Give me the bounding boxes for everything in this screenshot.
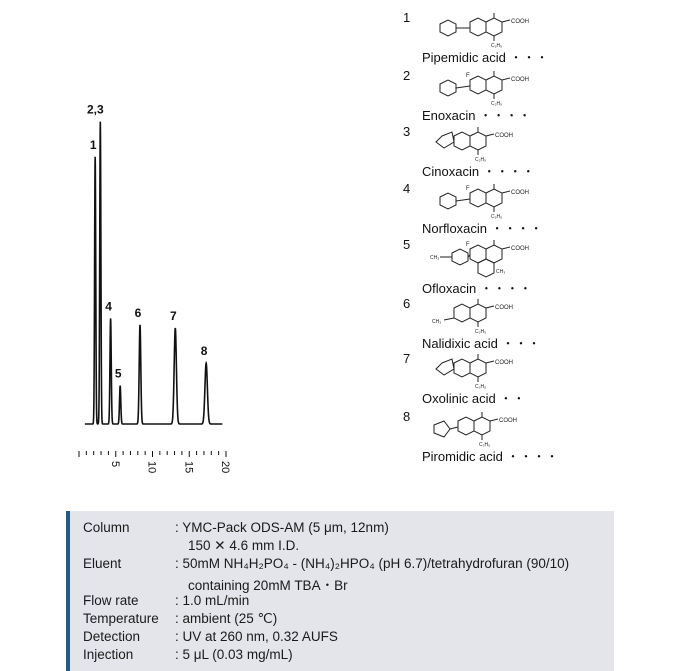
peak-label: 4 — [105, 299, 112, 314]
svg-text:COOH: COOH — [511, 190, 529, 196]
condition-label: Detection — [83, 629, 141, 644]
condition-label: Flow rate — [83, 593, 139, 608]
svg-text:C₂H₅: C₂H₅ — [491, 214, 503, 219]
svg-text:C₂H₅: C₂H₅ — [475, 384, 487, 389]
chromatogram-axis — [79, 451, 231, 473]
condition-value: : UV at 260 nm, 0.32 AUFS — [175, 629, 338, 644]
structure-nalidixic-icon — [430, 298, 550, 334]
structure-oxolinic-icon — [430, 353, 550, 389]
compound-name: Cinoxacin ・・・・ — [422, 164, 535, 179]
condition-value: : ambient (25 ℃) — [175, 611, 278, 626]
svg-text:COOH: COOH — [499, 418, 517, 424]
condition-label: Column — [83, 520, 130, 535]
compound-number: 5 — [403, 237, 411, 252]
condition-label: Temperature — [83, 611, 159, 626]
structure-pipemidic-icon — [430, 12, 550, 48]
tick-label: 20 — [219, 461, 231, 474]
compound-number: 8 — [403, 409, 411, 424]
svg-text:C₂H₅: C₂H₅ — [475, 157, 487, 162]
compound-number: 6 — [403, 296, 411, 311]
compound-1 — [400, 10, 640, 66]
compound-name: Piromidic acid ・・・・ — [422, 449, 559, 464]
compound-name: Nalidixic acid ・・・ — [422, 336, 541, 351]
condition-eluent-additive: containing 20mM TBA・Br — [188, 578, 348, 593]
compound-6 — [400, 296, 640, 352]
condition-value: : YMC-Pack ODS-AM (5 μm, 12nm) — [175, 520, 389, 535]
tick-label: 10 — [145, 461, 158, 474]
compound-name: Enoxacin ・・・・ — [422, 108, 532, 123]
svg-text:C₂H₅: C₂H₅ — [491, 43, 503, 48]
compound-4 — [400, 181, 640, 237]
tick-label: 15 — [182, 461, 195, 474]
condition-label: Injection — [83, 647, 134, 662]
svg-text:COOH: COOH — [495, 305, 513, 311]
peak-label: 8 — [200, 344, 208, 359]
compound-name: Norfloxacin ・・・・ — [422, 221, 543, 236]
peak-label: 1 — [89, 137, 97, 152]
svg-text:F: F — [466, 73, 470, 79]
tick-label: 5 — [108, 461, 121, 468]
condition-label: Eluent — [83, 556, 122, 571]
svg-text:C₂H₅: C₂H₅ — [479, 442, 491, 447]
compound-name: Oxolinic acid ・・ — [422, 391, 526, 406]
conditions-panel — [66, 511, 614, 671]
condition-value: : 1.0 mL/min — [175, 593, 250, 608]
compound-number: 4 — [403, 181, 411, 196]
compound-number: 2 — [403, 68, 411, 83]
condition-value: : 5 μL (0.03 mg/mL) — [175, 647, 293, 662]
compound-3 — [400, 124, 640, 180]
svg-text:COOH: COOH — [511, 246, 529, 252]
structure-norfloxacin-icon — [430, 183, 550, 219]
compound-name: Pipemidic acid ・・・ — [422, 50, 549, 65]
structure-piromidic-icon — [430, 411, 550, 447]
chromatogram-trace-group — [85, 122, 222, 424]
peak-label: 7 — [169, 309, 177, 323]
compound-number: 3 — [403, 124, 411, 139]
chromatogram-trace — [85, 122, 222, 424]
peak-label: 5 — [114, 366, 122, 381]
svg-text:CH₃: CH₃ — [496, 269, 506, 275]
svg-text:COOH: COOH — [511, 77, 529, 83]
svg-text:F: F — [466, 242, 470, 248]
peak-label: 6 — [134, 305, 142, 320]
structure-enoxacin-icon — [430, 70, 550, 106]
compound-5 — [400, 237, 640, 296]
compound-number: 7 — [403, 351, 411, 366]
compound-name: Ofloxacin ・・・・ — [422, 281, 532, 296]
svg-text:CH₃: CH₃ — [432, 319, 442, 325]
svg-text:CH₃: CH₃ — [430, 255, 440, 261]
peak-label: 2,3 — [86, 102, 104, 117]
structure-cinoxacin-icon — [430, 126, 550, 162]
compound-2 — [400, 68, 640, 124]
structure-ofloxacin-icon — [430, 239, 550, 279]
svg-text:C₂H₅: C₂H₅ — [475, 329, 487, 334]
svg-text:COOH: COOH — [511, 19, 529, 25]
chromatogram — [0, 0, 250, 480]
condition-column-dimensions: 150 ✕ 4.6 mm I.D. — [188, 538, 300, 553]
svg-text:COOH: COOH — [495, 133, 513, 139]
svg-text:F: F — [466, 186, 470, 192]
compound-number: 1 — [403, 10, 411, 25]
svg-text:C₂H₅: C₂H₅ — [491, 101, 503, 106]
compound-7 — [400, 351, 640, 407]
svg-text:COOH: COOH — [495, 360, 513, 366]
compound-8 — [400, 409, 640, 465]
condition-value: : 50mM NH₄H₂PO₄ - (NH₄)₂HPO₄ (pH 6.7)/tetrahydrofuran (90/10) — [175, 556, 570, 571]
peak-labels — [87, 103, 208, 381]
